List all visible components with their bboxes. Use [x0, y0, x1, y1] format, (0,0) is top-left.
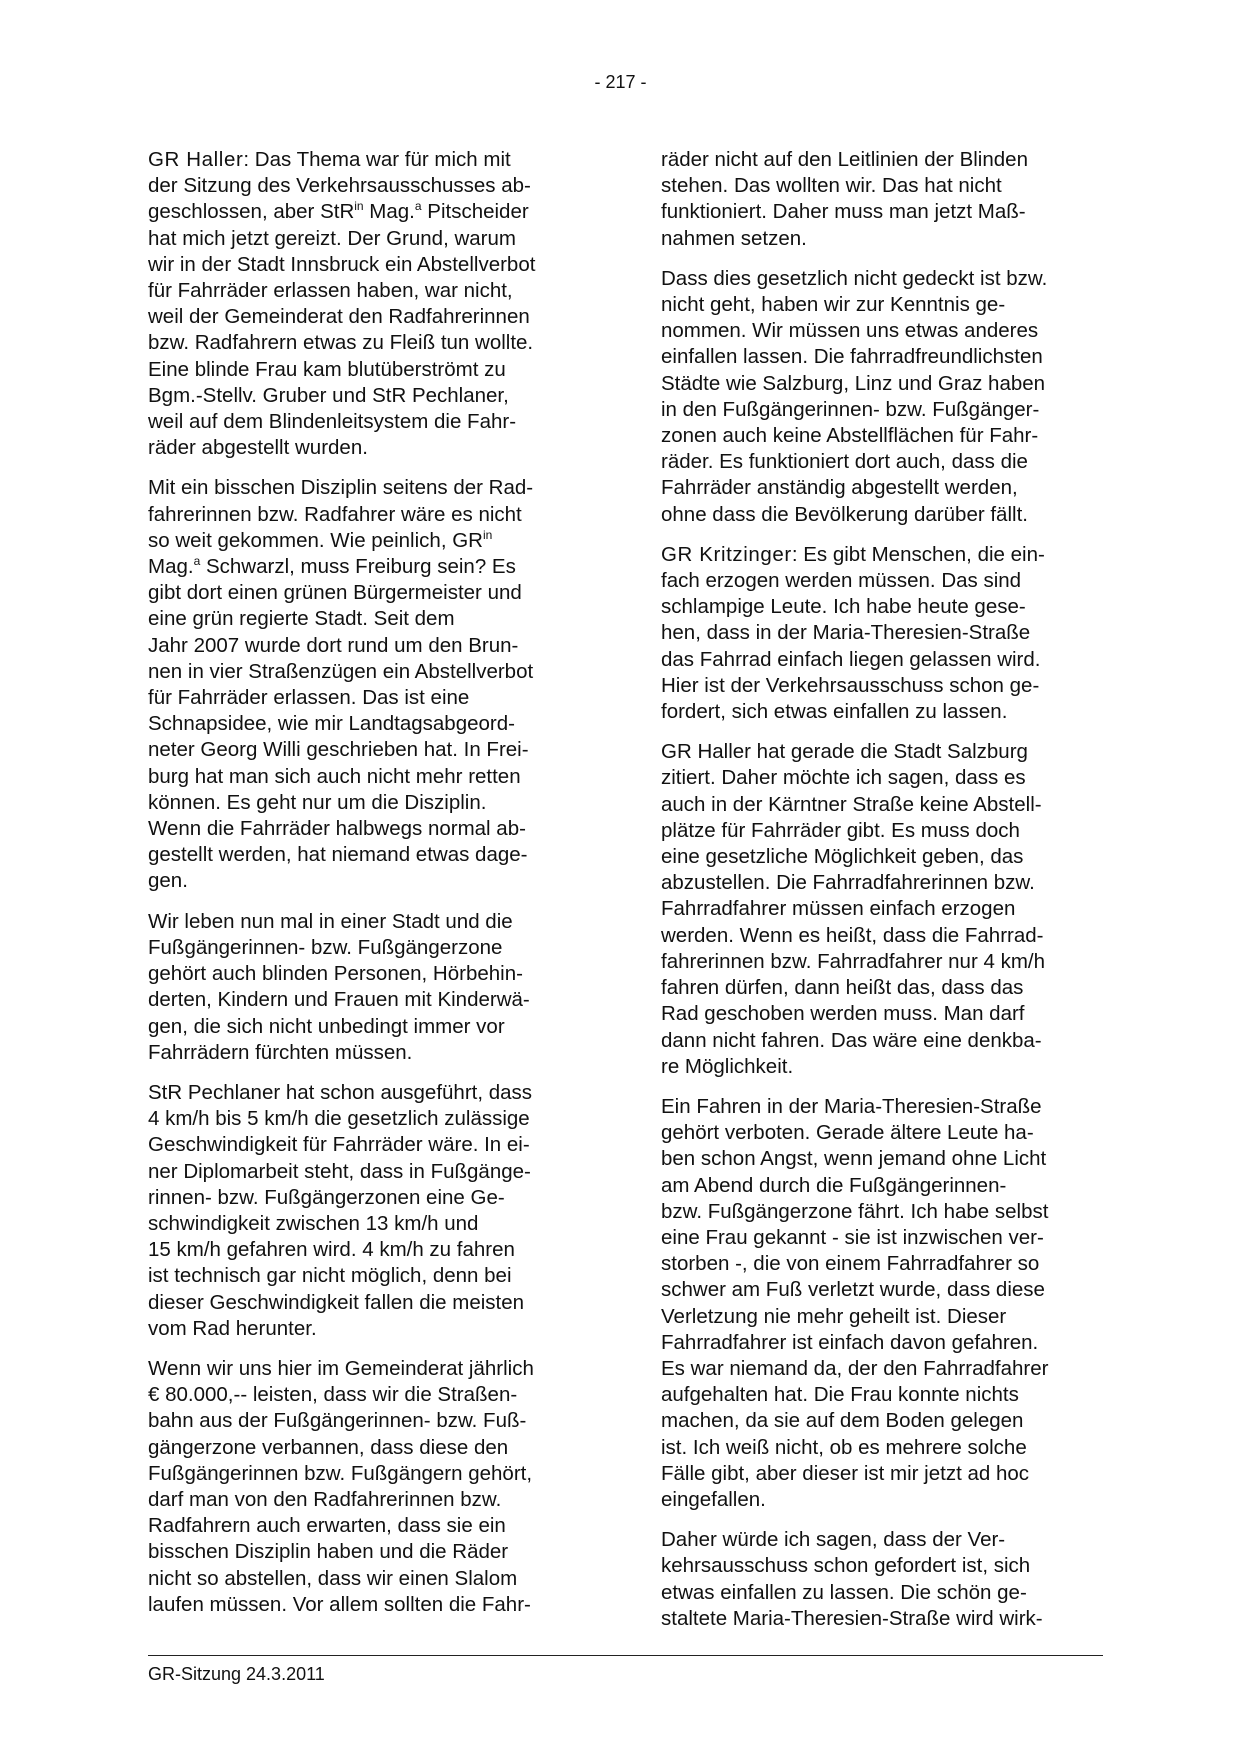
text-line: schwer am Fuß verletzt wurde, dass diese	[661, 1278, 1045, 1302]
text-line: wir in der Stadt Innsbruck ein Abstellverbot	[148, 252, 536, 276]
right-paragraph	[661, 1527, 1101, 1632]
left-paragraph	[148, 147, 588, 461]
text-line: Mit ein bisschen Disziplin seitens der Rad-	[148, 476, 534, 500]
text-line: storben -, die von einem Fahrradfahrer so	[661, 1252, 1040, 1276]
text-line: für Fahrräder erlassen. Das ist eine	[148, 686, 470, 710]
text-line: 4 km/h bis 5 km/h die gesetzlich zulässige	[148, 1107, 530, 1131]
text-line: Rad geschoben werden muss. Man darf	[661, 1002, 1025, 1026]
text-line: Eine blinde Frau kam blutüberströmt zu	[148, 357, 506, 381]
text-line: Bgm.-Stellv. Gruber und StR Pechlaner,	[148, 383, 509, 407]
text-line: in den Fußgängerinnen- bzw. Fußgänger-	[661, 397, 1040, 421]
text-line: nicht geht, haben wir zur Kenntnis ge-	[661, 293, 1006, 317]
text-line: re Möglichkeit.	[661, 1054, 794, 1078]
text-line: GR Haller hat gerade die Stadt Salzburg	[661, 740, 1028, 764]
text-line: fahren dürfen, dann heißt das, dass das	[661, 976, 1024, 1000]
text-line: räder abgestellt wurden.	[148, 436, 368, 460]
text-line: Fälle gibt, aber dieser ist mir jetzt ad hoc	[661, 1461, 1030, 1485]
text-line: räder nicht auf den Leitlinien der Blinden	[661, 148, 1028, 171]
text-line: zitiert. Daher möchte ich sagen, dass es	[661, 766, 1026, 790]
text-line: bisschen Disziplin haben und die Räder	[148, 1540, 509, 1564]
text-line: funktioniert. Daher muss man jetzt Maß-	[661, 200, 1026, 224]
text-line: eingefallen.	[661, 1487, 766, 1511]
text-line: abzustellen. Die Fahrradfahrerinnen bzw.	[661, 871, 1035, 895]
text-line: gehört verboten. Gerade ältere Leute ha-	[661, 1121, 1034, 1145]
text-line: ohne dass die Bevölkerung darüber fällt.	[661, 502, 1028, 526]
text-line: Hier ist der Verkehrsausschuss schon ge-	[661, 673, 1040, 697]
text-line: 15 km/h gefahren wird. 4 km/h zu fahren	[148, 1238, 515, 1262]
text-line: Dass dies gesetzlich nicht gedeckt ist bzw.	[661, 266, 1048, 290]
right-paragraph	[661, 739, 1101, 1080]
text-line: Fußgängerinnen- bzw. Fußgängerzone	[148, 935, 503, 959]
text-line: GR Haller: Das Thema war für mich mit	[148, 148, 511, 171]
text-line: etwas einfallen zu lassen. Die schön ge-	[661, 1580, 1027, 1604]
text-line: GR Kritzinger: Es gibt Menschen, die ein-	[661, 542, 1045, 566]
left-paragraph	[148, 909, 588, 1066]
right-paragraph	[661, 1094, 1101, 1513]
text-line: Radfahrern auch erwarten, dass sie ein	[148, 1514, 506, 1538]
text-line: weil auf dem Blindenleitsystem die Fahr-	[148, 410, 517, 434]
text-line: laufen müssen. Vor allem sollten die Fahr-	[148, 1592, 531, 1616]
text-line: Städte wie Salzburg, Linz und Graz haben	[661, 371, 1046, 395]
text-line: auch in der Kärntner Straße keine Abstell-	[661, 792, 1042, 816]
text-line: räder. Es funktioniert dort auch, dass die	[661, 450, 1028, 474]
text-line: Fahrradfahrer müssen einfach erzogen	[661, 897, 1016, 921]
text-line: Verletzung nie mehr geheilt ist. Dieser	[661, 1304, 1007, 1328]
text-line: nommen. Wir müssen uns etwas anderes	[661, 319, 1039, 343]
text-line: dann nicht fahren. Das wäre eine denkba-	[661, 1028, 1042, 1052]
text-line: bzw. Radfahrern etwas zu Fleiß tun wollte.	[148, 331, 534, 355]
text-line: bahn aus der Fußgängerinnen- bzw. Fuß-	[148, 1409, 527, 1433]
text-line: gen.	[148, 869, 188, 893]
text-line: Wenn wir uns hier im Gemeinderat jährlich	[148, 1356, 534, 1380]
text-line: Mag.$^a$ Schwarzl, muss Freiburg sein? Es	[148, 554, 516, 579]
text-line: weil der Gemeinderat den Radfahrerinnen	[148, 305, 530, 329]
text-line: geschlossen, aber StR$^{in}$ Mag.$^a$ Pitscheider	[148, 199, 529, 224]
text-line: fach erzogen werden müssen. Das sind	[661, 569, 1022, 593]
page-number: - 217 -	[594, 72, 647, 92]
text-line: eine gesetzliche Möglichkeit geben, das	[661, 845, 1024, 869]
left-paragraph	[148, 1080, 588, 1342]
footer-session: GR-Sitzung 24.3.2011	[148, 1664, 325, 1684]
text-line: können. Es geht nur um die Disziplin.	[148, 790, 487, 814]
text-line: schwindigkeit zwischen 13 km/h und	[148, 1211, 479, 1235]
text-line: Fahrrädern fürchten müssen.	[148, 1040, 413, 1064]
footer-divider	[148, 1655, 1103, 1656]
text-line: derten, Kindern und Frauen mit Kinderwä-	[148, 988, 530, 1012]
text-line: schlampige Leute. Ich habe heute gese-	[661, 595, 1026, 619]
text-line: nen in vier Straßenzügen ein Abstellverbot	[148, 659, 534, 683]
text-line: staltete Maria-Theresien-Straße wird wirk-	[661, 1606, 1043, 1630]
text-line: rinnen- bzw. Fußgängerzonen eine Ge-	[148, 1185, 505, 1209]
left-paragraph	[148, 1356, 588, 1618]
text-line: gehört auch blinden Personen, Hörbehin-	[148, 962, 523, 986]
text-line: burg hat man sich auch nicht mehr retten	[148, 764, 521, 788]
text-line: nahmen setzen.	[661, 226, 807, 250]
text-line: ist. Ich weiß nicht, ob es mehrere solche	[661, 1435, 1027, 1459]
text-line: gen, die sich nicht unbedingt immer vor	[148, 1014, 505, 1038]
text-line: fahrerinnen bzw. Fahrradfahrer nur 4 km/h	[661, 949, 1045, 973]
text-line: Ein Fahren in der Maria-Theresien-Straße	[661, 1094, 1042, 1118]
text-line: für Fahrräder erlassen haben, war nicht,	[148, 279, 513, 303]
text-line: hat mich jetzt gereizt. Der Grund, warum	[148, 226, 516, 250]
text-line: ben schon Angst, wenn jemand ohne Licht	[661, 1147, 1047, 1171]
text-line: eine Frau gekannt - sie ist inzwischen ver-	[661, 1225, 1044, 1249]
right-column	[661, 147, 1101, 1646]
text-line: gängerzone verbannen, dass diese den	[148, 1435, 509, 1459]
text-line: ist technisch gar nicht möglich, denn bei	[148, 1264, 512, 1288]
text-line: aufgehalten hat. Die Frau konnte nichts	[661, 1383, 1019, 1407]
text-line: einfallen lassen. Die fahrradfreundlichsten	[661, 345, 1043, 369]
text-line: werden. Wenn es heißt, dass die Fahrrad-	[661, 923, 1044, 947]
text-line: Geschwindigkeit für Fahrräder wäre. In ei-	[148, 1133, 530, 1157]
text-line: plätze für Fahrräder gibt. Es muss doch	[661, 818, 1020, 842]
text-line: das Fahrrad einfach liegen gelassen wird.	[661, 647, 1041, 671]
text-line: € 80.000,-- leisten, dass wir die Straßen-	[148, 1383, 518, 1407]
right-paragraph	[661, 266, 1101, 528]
text-line: hen, dass in der Maria-Theresien-Straße	[661, 621, 1031, 645]
text-line: zonen auch keine Abstellflächen für Fahr-	[661, 424, 1039, 448]
text-line: Daher würde ich sagen, dass der Ver-	[661, 1528, 1006, 1552]
text-line: Fahrradfahrer ist einfach davon gefahren.	[661, 1330, 1039, 1354]
text-line: nicht so abstellen, dass wir einen Slalom	[148, 1566, 518, 1590]
left-paragraph	[148, 475, 588, 894]
text-line: Wenn die Fahrräder halbwegs normal ab-	[148, 817, 526, 841]
left-column	[148, 147, 588, 1632]
text-line: eine grün regierte Stadt. Seit dem	[148, 607, 455, 631]
text-line: Wir leben nun mal in einer Stadt und die	[148, 909, 513, 933]
text-line: darf man von den Radfahrerinnen bzw.	[148, 1487, 502, 1511]
text-line: fordert, sich etwas einfallen zu lassen.	[661, 700, 1008, 724]
text-line: der Sitzung des Verkehrsausschusses ab-	[148, 174, 531, 198]
text-line: machen, da sie auf dem Boden gelegen	[661, 1409, 1024, 1433]
right-paragraph	[661, 147, 1101, 252]
text-line: Fahrräder anständig abgestellt werden,	[661, 476, 1018, 500]
text-line: vom Rad herunter.	[148, 1316, 317, 1340]
text-line: kehrsausschuss schon gefordert ist, sich	[661, 1554, 1031, 1578]
text-line: Jahr 2007 wurde dort rund um den Brun-	[148, 633, 519, 657]
text-line: neter Georg Willi geschrieben hat. In Frei-	[148, 738, 529, 762]
text-line: gestellt werden, hat niemand etwas dage-	[148, 843, 528, 867]
right-paragraph	[661, 542, 1101, 725]
text-line: so weit gekommen. Wie peinlich, $GR^{in}$	[148, 528, 493, 552]
text-line: gibt dort einen grünen Bürgermeister und	[148, 581, 522, 605]
text-line: dieser Geschwindigkeit fallen die meisten	[148, 1290, 525, 1314]
text-line: Es war niemand da, der den Fahrradfahrer	[661, 1356, 1049, 1380]
text-line: bzw. Fußgängerzone fährt. Ich habe selbst	[661, 1199, 1049, 1223]
text-line: fahrerinnen bzw. Radfahrer wäre es nicht	[148, 502, 522, 526]
text-line: stehen. Das wollten wir. Das hat nicht	[661, 174, 1002, 198]
text-line: am Abend durch die Fußgängerinnen-	[661, 1173, 1007, 1197]
text-line: StR Pechlaner hat schon ausgeführt, dass	[148, 1080, 533, 1104]
text-line: ner Diplomarbeit steht, dass in Fußgänge-	[148, 1159, 531, 1183]
text-line: Schnapsidee, wie mir Landtagsabgeord-	[148, 712, 515, 736]
text-line: Fußgängerinnen bzw. Fußgängern gehört,	[148, 1461, 533, 1485]
